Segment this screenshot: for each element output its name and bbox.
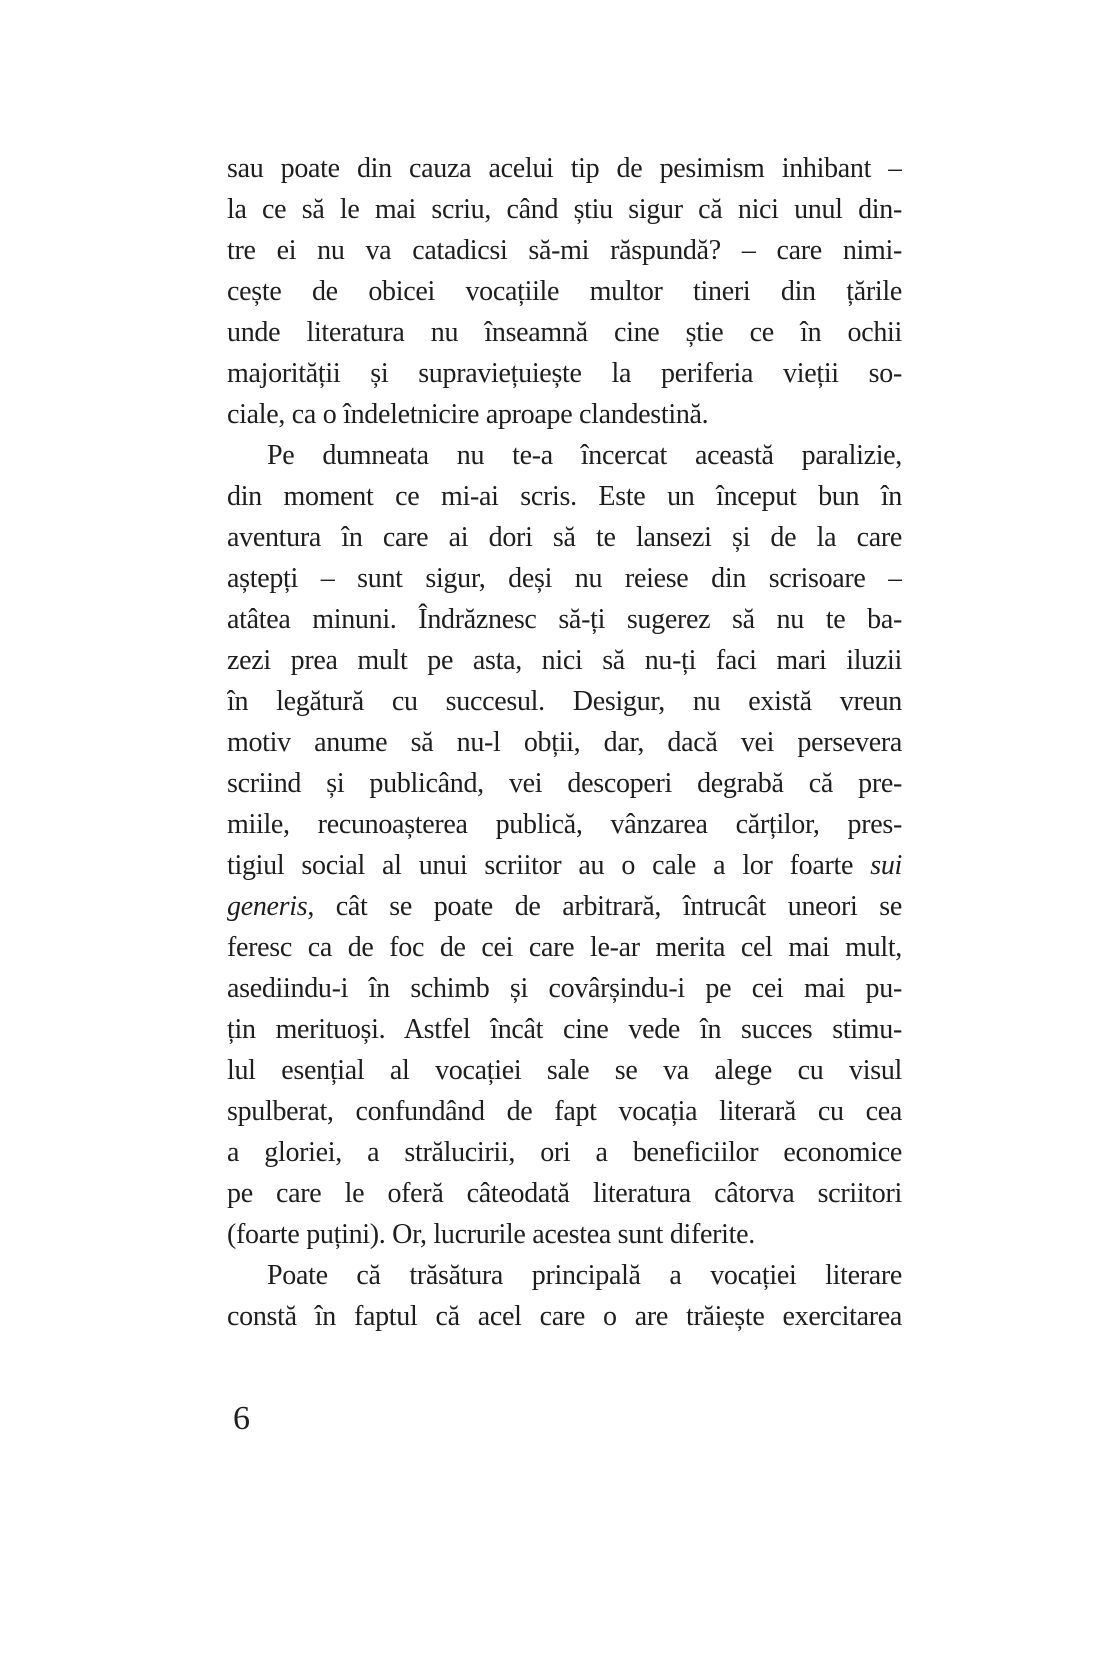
text-segment: motiv anume să nu-l obții, dar, dacă vei persevera xyxy=(227,727,902,758)
text-line xyxy=(227,476,902,517)
text-segment: zezi prea mult pe asta, nici să nu-ți faci mari iluzii xyxy=(227,645,902,676)
text-segment: țin merituoși. Astfel încât cine vede în succes stimu- xyxy=(227,1014,902,1045)
text-line xyxy=(227,271,902,312)
text-line xyxy=(227,804,902,845)
text-segment: scriind și publicând, vei descoperi degrabă că pre- xyxy=(227,768,902,799)
text-segment: Pe dumneata nu te-a încercat această paralizie, xyxy=(267,440,902,471)
text-segment: a gloriei, a strălucirii, ori a beneficiilor economice xyxy=(227,1137,902,1168)
text-segment: tre ei nu va catadicsi să-mi răspundă? – care nimi- xyxy=(227,235,902,266)
text-segment: la ce să le mai scriu, când știu sigur că nici unul din- xyxy=(227,194,902,225)
text-line xyxy=(227,353,902,394)
text-line xyxy=(227,968,902,1009)
text-block xyxy=(227,148,902,1337)
text-line xyxy=(227,312,902,353)
text-line xyxy=(227,435,902,476)
text-line xyxy=(227,1255,902,1296)
text-segment: cește de obicei vocațiile multor tineri din țările xyxy=(227,276,902,307)
text-line xyxy=(227,230,902,271)
text-line xyxy=(227,1050,902,1091)
text-line xyxy=(227,189,902,230)
italic-text-segment: sui xyxy=(870,850,902,881)
text-line xyxy=(227,886,902,927)
text-line xyxy=(227,394,902,435)
text-line xyxy=(227,148,902,189)
text-segment: Poate că trăsătura principală a vocației literare xyxy=(267,1260,902,1291)
text-segment: , cât se poate de arbitrară, întrucât uneori se xyxy=(307,891,902,922)
text-line xyxy=(227,1214,902,1255)
text-line xyxy=(227,927,902,968)
text-line xyxy=(227,1091,902,1132)
text-segment: în legătură cu succesul. Desigur, nu există vreun xyxy=(227,686,902,717)
text-line xyxy=(227,517,902,558)
text-line xyxy=(227,722,902,763)
text-segment: unde literatura nu înseamnă cine știe ce în ochii xyxy=(227,317,902,348)
text-segment: pe care le oferă câteodată literatura câtorva scriitori xyxy=(227,1178,902,1209)
italic-text-segment: generis xyxy=(227,891,308,922)
text-line xyxy=(227,681,902,722)
text-line xyxy=(227,599,902,640)
text-segment: constă în faptul că acel care o are trăiește exercitarea xyxy=(227,1301,902,1332)
text-segment: ciale, ca o îndeletnicire aproape clandestină. xyxy=(227,399,709,430)
text-segment: sau poate din cauza acelui tip de pesimism inhibant – xyxy=(227,153,902,184)
text-segment: spulberat, confundând de fapt vocația literară cu cea xyxy=(227,1096,902,1127)
text-line xyxy=(227,1296,902,1337)
text-line xyxy=(227,1132,902,1173)
text-line xyxy=(227,640,902,681)
text-segment: asediindu-i în schimb și covârșindu-i pe cei mai pu- xyxy=(227,973,902,1004)
text-segment: feresc ca de foc de cei care le-ar merita cel mai mult, xyxy=(227,932,902,963)
text-segment: atâtea minuni. Îndrăznesc să-ți sugerez să nu te ba- xyxy=(227,604,902,635)
text-segment: lul esențial al vocației sale se va alege cu visul xyxy=(227,1055,902,1086)
page-number: 6 xyxy=(233,1400,250,1437)
text-segment: (foarte puțini). Or, lucrurile acestea sunt diferite. xyxy=(227,1219,755,1250)
text-segment: tigiul social al unui scriitor au o cale a lor foarte xyxy=(227,850,871,881)
text-segment: aștepți – sunt sigur, deși nu reiese din scrisoare – xyxy=(227,563,902,594)
text-line xyxy=(227,763,902,804)
text-segment: majorității și supraviețuiește la periferia vieții so- xyxy=(227,358,902,389)
text-segment: miile, recunoașterea publică, vânzarea cărților, pres- xyxy=(227,809,902,840)
text-segment: aventura în care ai dori să te lansezi și de la care xyxy=(227,522,902,553)
text-line xyxy=(227,1173,902,1214)
text-line xyxy=(227,558,902,599)
text-line xyxy=(227,1009,902,1050)
text-segment: din moment ce mi-ai scris. Este un început bun în xyxy=(227,481,902,512)
text-line xyxy=(227,845,902,886)
